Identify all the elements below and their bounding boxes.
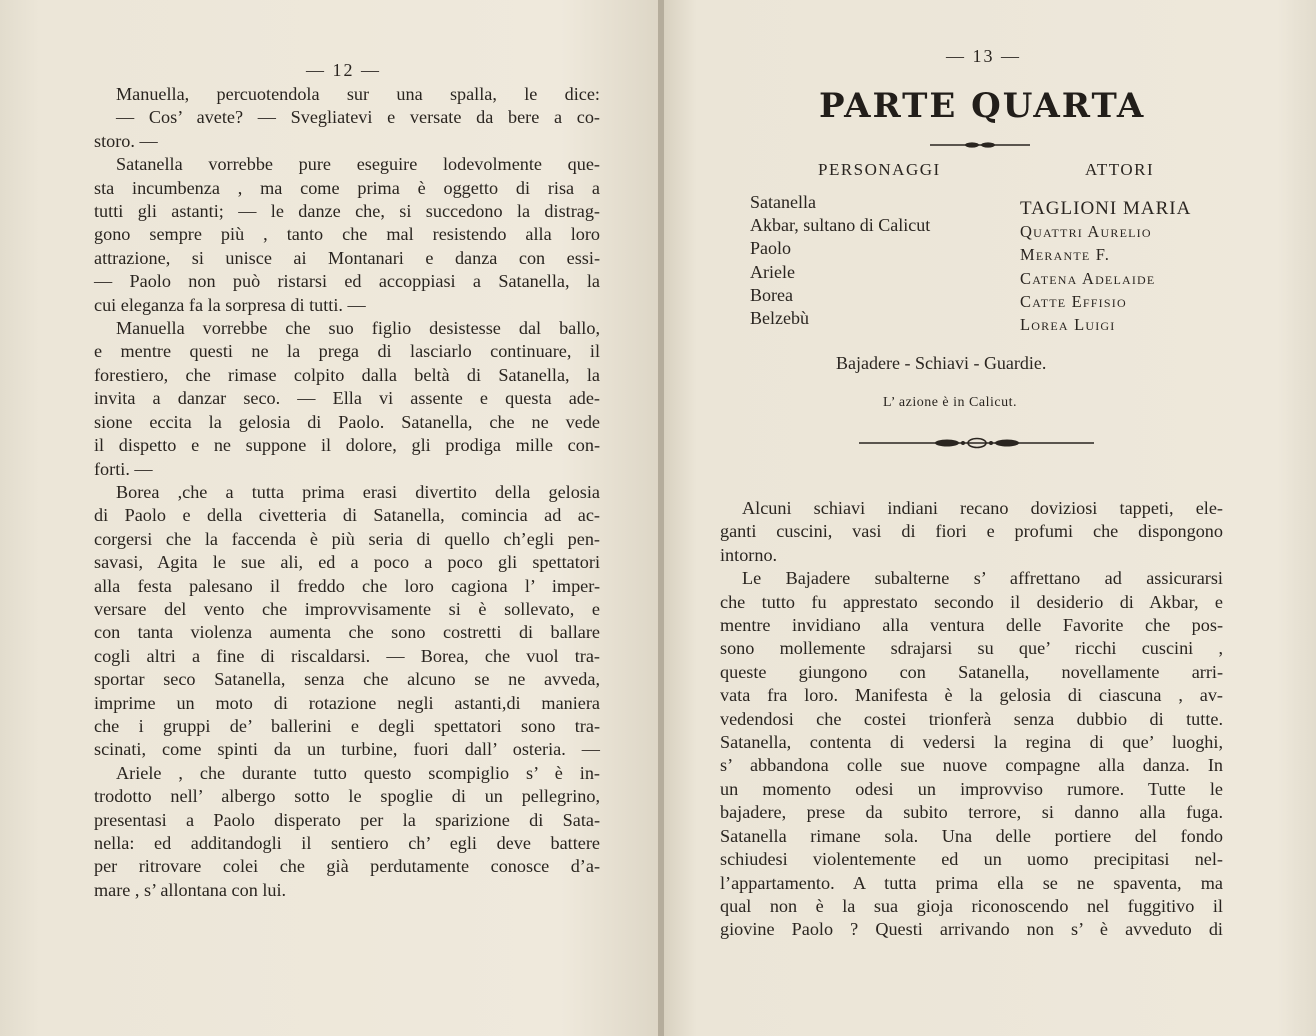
title-ornament [930, 140, 1030, 150]
text-line: Le Bajadere subalterne s’ affrettano ad assicurarsi [742, 568, 1223, 589]
text-line: con tanta violenza aumenta che sono costretti di ballare [94, 622, 600, 643]
cast-actor: Lorea Luigi [1020, 315, 1116, 335]
cast-actor: TAGLIONI MARIA [1020, 198, 1192, 219]
text-line: Satanella, contenta di vedersi la regina di que’ luoghi, [720, 732, 1223, 753]
text-line: mentre invidiano alla ventura delle Favorite che pos- [720, 615, 1223, 636]
text-line: mare , s’ allontana con lui. [94, 879, 287, 900]
text-line: Ariele , che durante tutto questo scompiglio s’ è in- [116, 762, 600, 783]
cast-role: Borea [750, 284, 793, 305]
extras-line: Bajadere - Schiavi - Guardie. [836, 353, 1047, 373]
text-line: storo. — [94, 130, 158, 151]
text-line: l’appartamento. A tutta prima ella se ne spaventa, ma [720, 872, 1223, 893]
cast-actor: Quattri Aurelio [1020, 222, 1152, 242]
text-line: attrazione, si unisce ai Montanari e danza con essi- [94, 247, 600, 268]
text-line: giovine Paolo ? Questi arrivando non s’ è avveduto di [720, 919, 1223, 940]
text-line: alla festa palesano il freddo che loro cagiona l’ imper- [94, 575, 600, 596]
text-line: sione eccita la gelosia di Paolo. Satanella, che ne vede [94, 411, 600, 432]
text-line: schiudesi violentemente ed un uomo precipitasi nel- [720, 849, 1223, 870]
cast-actors [1020, 197, 1191, 336]
text-line: sta incumbenza , ma come prima è oggetto di risa a [94, 177, 600, 198]
text-line: versare del vento che improvvisamente si è sollevato, e [94, 598, 600, 619]
left-page-text [94, 83, 600, 902]
text-line: Satanella vorrebbe pure eseguire lodevolmente que- [116, 154, 600, 175]
text-line: savasi, Agita le sue ali, ed a poco a poco gli spettatori [94, 552, 600, 573]
text-line: sportar seco Satanella, senza che alcuno se ne avveda, [94, 669, 600, 690]
cast-role: Ariele [750, 261, 795, 282]
text-line: nella: ed additandogli il sentiero ch’ egli deve battere [94, 833, 600, 853]
text-line: che i gruppi de’ ballerini e degli spettatori sono tra- [94, 715, 600, 736]
text-line: Alcuni schiavi indiani recano doviziosi tappeti, ele- [742, 498, 1223, 518]
cast-role: Akbar, sultano di Calicut [750, 215, 931, 236]
cast-actor: Catte Effisio [1020, 291, 1127, 311]
page-number: — 12 — [306, 60, 381, 80]
text-line: — Cos’ avete? — Svegliatevi e versate da bere a co- [116, 107, 600, 128]
text-line: vata fra loro. Manifesta è la gelosia di ciascuna , av- [720, 685, 1223, 706]
personaggi-header: PERSONAGGI [818, 160, 941, 179]
text-line: — Paolo non può ristarsi ed accoppiasi a Satanella, la [94, 271, 600, 292]
cast-actor: Catena Adelaide [1020, 268, 1156, 288]
part-title: PARTE QUARTA [819, 86, 1146, 126]
text-line: Manuella vorrebbe che suo figlio desistesse dal ballo, [116, 318, 600, 339]
text-line: forestiero, che rimase colpito dalla beltà di Satanella, la [94, 364, 600, 385]
text-line: gono sempre più , tanto che mal resistendo alla loro [94, 224, 600, 245]
text-line: vedendosi che costei trionferà senza dubbio di tutte. [720, 708, 1223, 729]
text-line: che tutto fu apprestato secondo il desiderio di Akbar, e [720, 591, 1223, 612]
right-page [664, 0, 1316, 1036]
attori-header: ATTORI [1085, 160, 1155, 179]
section-ornament [859, 436, 1094, 450]
cast-role: Paolo [750, 238, 792, 259]
text-line: cui eleganza fa la sorpresa di tutti. — [94, 294, 366, 315]
text-line: presentasi a Paolo disperato per la sparizione di Sata- [94, 809, 600, 830]
text-line: intorno. [720, 544, 778, 565]
text-line: Borea ,che a tutta prima erasi divertito della gelosia [116, 481, 600, 502]
text-line: invita a danzar seco. — Ella vi assente e questa ade- [94, 388, 600, 409]
text-line: per ritrovare colei che già perdutamente conosce d’a- [94, 856, 600, 877]
text-line: cogli altri a fine di riscaldarsi. — Borea, che vuol tra- [94, 645, 600, 666]
text-line: tutti gli astanti; — le danze che, si succedono la distrag- [94, 201, 600, 222]
text-line: scinati, come spinti da un turbine, fuori dall’ osteria. — [94, 739, 600, 760]
text-line: imprime un moto di rotazione negli astanti,di maniera [94, 692, 600, 713]
cast-role: Satanella [750, 192, 816, 212]
text-line: corgersi che la faccenda è più seria di quello ch’egli pen- [94, 528, 600, 549]
cast-role: Belzebù [750, 308, 809, 329]
text-line: qual non è la sua gioja riconoscendo nel fuggitivo il [720, 895, 1223, 916]
text-line: forti. — [94, 458, 153, 479]
text-line: queste giungono con Satanella, novellamente arri- [720, 661, 1223, 682]
text-line: Manuella, percuotendola sur una spalla, le dice: [116, 84, 600, 104]
text-line: Satanella rimane sola. Una delle portiere del fondo [720, 825, 1223, 846]
text-line: trodotto nell’ albergo sotto le spoglie di un pellegrino, [94, 786, 600, 807]
cast-actor: Merante F. [1020, 245, 1111, 265]
cast-roles [750, 191, 930, 330]
text-line: e mentre questi ne la prega di lasciarlo continuare, il [94, 341, 600, 362]
text-line: il dispetto e ne suppone il dolore, gli prodiga mille con- [94, 435, 600, 456]
text-line: sono mollemente sdrajarsi su que’ ricchi cuscini , [720, 638, 1223, 659]
text-line: un momento odesi un improvviso rumore. Tutte le [720, 778, 1223, 799]
right-page-text [720, 497, 1223, 942]
setting-line: L’ azione è in Calicut. [883, 395, 1017, 410]
text-line: bajadere, prese da subito terrore, si danno alla fuga. [720, 802, 1223, 823]
text-line: s’ abbandona colle sue nuove compagne alla danza. In [720, 755, 1223, 776]
text-line: ganti cuscini, vasi di fiori e profumi che dispongono [720, 521, 1223, 542]
page-number: — 13 — [946, 46, 1021, 66]
text-line: di Paolo e della civetteria di Satanella, comincia ad ac- [94, 505, 600, 526]
